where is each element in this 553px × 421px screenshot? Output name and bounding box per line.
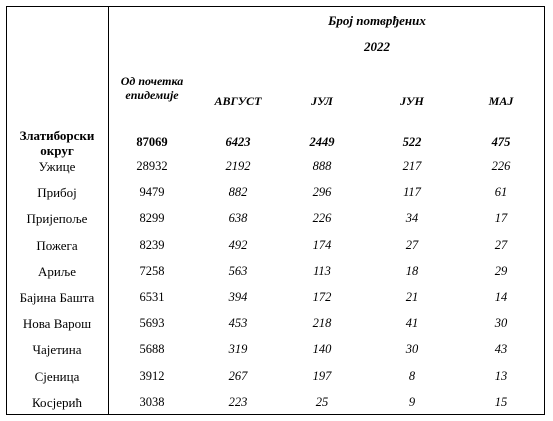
row-value-col-3: 8 [408, 369, 416, 383]
row-value-col-0: 5688 [139, 342, 165, 356]
statistics-table [6, 6, 545, 415]
row-value-col-4: 15 [494, 395, 508, 409]
column-header-july: ЈУЛ [311, 94, 333, 108]
row-value-col-2: 218 [312, 316, 332, 330]
row-label: Пожега [36, 238, 78, 253]
row-value-col-4: 43 [494, 342, 508, 356]
row-value-col-0: 9479 [139, 185, 165, 199]
row-value-col-1: 638 [228, 211, 248, 225]
total-june: 522 [402, 135, 422, 149]
row-value-col-3: 30 [405, 342, 419, 356]
column-header-may: МАЈ [488, 94, 514, 108]
column-header-august: АВГУСТ [214, 94, 262, 108]
row-value-col-4: 17 [494, 211, 508, 225]
row-label: Косјерић [32, 395, 82, 410]
row-value-col-3: 117 [403, 185, 421, 199]
row-value-col-4: 13 [494, 369, 508, 383]
row-label: Нова Варош [22, 316, 92, 331]
total-row-label: Златиборски округ [19, 128, 95, 158]
row-value-col-2: 172 [312, 290, 332, 304]
row-label: Бајина Башта [19, 290, 95, 305]
row-value-col-1: 394 [228, 290, 248, 304]
column-header-june: ЈУН [400, 94, 424, 108]
row-value-col-0: 7258 [139, 264, 165, 278]
row-label: Чајетина [32, 342, 82, 357]
row-value-col-1: 223 [228, 395, 248, 409]
row-value-col-3: 217 [402, 159, 422, 173]
row-label: Ариље [37, 264, 77, 279]
table-year: 2022 [364, 39, 390, 54]
total-july: 2449 [309, 135, 335, 149]
row-value-col-0: 8239 [139, 238, 165, 252]
row-value-col-3: 9 [408, 395, 416, 409]
total-august: 6423 [225, 135, 251, 149]
row-value-col-1: 2192 [225, 159, 251, 173]
row-value-col-1: 882 [228, 185, 248, 199]
row-value-col-3: 34 [405, 211, 419, 225]
row-value-col-1: 492 [228, 238, 248, 252]
row-label: Ужице [38, 159, 76, 174]
row-value-col-4: 226 [491, 159, 511, 173]
total-may: 475 [491, 135, 511, 149]
row-value-col-3: 21 [405, 290, 419, 304]
row-value-col-2: 226 [312, 211, 332, 225]
row-value-col-1: 453 [228, 316, 248, 330]
total-since-start: 87069 [136, 135, 168, 149]
row-value-col-2: 296 [312, 185, 332, 199]
row-value-col-2: 113 [313, 264, 331, 278]
row-value-col-2: 174 [312, 238, 332, 252]
row-label: Пријепоље [26, 211, 88, 226]
row-value-col-3: 41 [405, 316, 419, 330]
row-value-col-2: 888 [312, 159, 332, 173]
row-value-col-4: 30 [494, 316, 508, 330]
row-label: Прибој [37, 185, 77, 200]
row-value-col-1: 319 [228, 342, 248, 356]
column-header-since-start: Од почетка епидемије [120, 74, 184, 102]
table-title: Број потврђених [328, 13, 426, 28]
row-value-col-0: 6531 [139, 290, 165, 304]
row-value-col-3: 27 [405, 238, 419, 252]
row-value-col-3: 18 [405, 264, 419, 278]
row-value-col-2: 140 [312, 342, 332, 356]
row-value-col-0: 28932 [136, 159, 168, 173]
row-value-col-4: 27 [494, 238, 508, 252]
row-value-col-1: 563 [228, 264, 248, 278]
row-value-col-2: 25 [315, 395, 329, 409]
row-value-col-4: 61 [494, 185, 508, 199]
row-value-col-0: 3912 [139, 369, 165, 383]
row-value-col-0: 5693 [139, 316, 165, 330]
row-value-col-0: 8299 [139, 211, 165, 225]
row-value-col-4: 29 [494, 264, 508, 278]
row-value-col-2: 197 [312, 369, 332, 383]
row-label: Сјеница [34, 369, 80, 384]
row-value-col-0: 3038 [139, 395, 165, 409]
row-value-col-1: 267 [228, 369, 248, 383]
row-value-col-4: 14 [494, 290, 508, 304]
column-divider [108, 7, 109, 414]
